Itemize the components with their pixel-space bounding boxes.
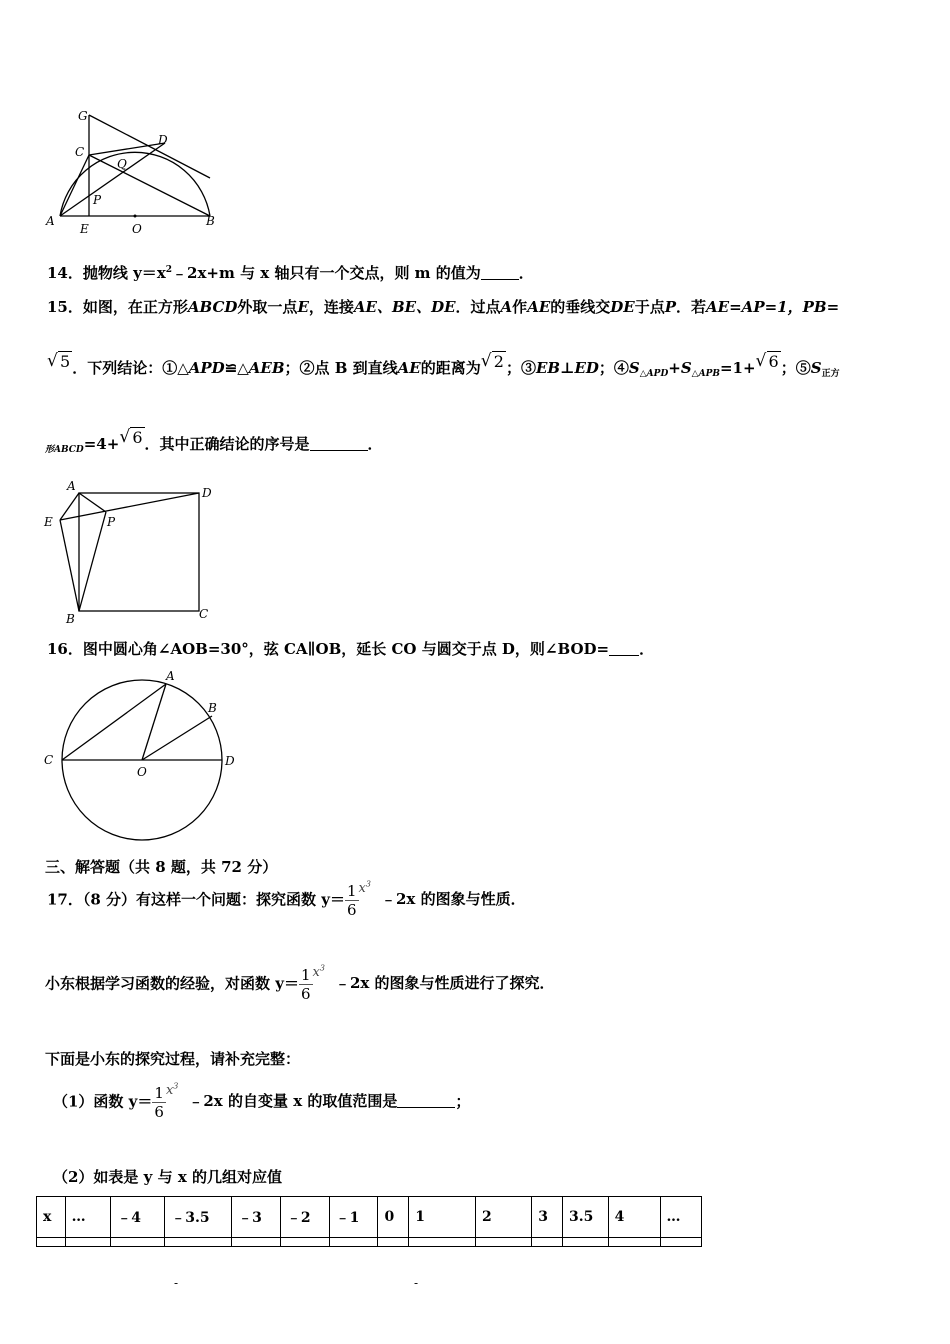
q15-text-a: 15．如图，在正方形	[47, 298, 188, 316]
q15-ebed: EB⊥ED	[535, 359, 599, 377]
sqrt-6b: √ 6	[119, 427, 143, 447]
question-15-line3	[45, 428, 383, 455]
q15-line3-eq: =4+	[83, 435, 120, 453]
label-c: C	[75, 145, 85, 159]
q15-s3-sub: 正方	[821, 369, 840, 379]
sqrt-5: √ 5	[47, 351, 71, 371]
q17-answer-blank[interactable]	[397, 1093, 455, 1108]
q15-text-d: ．过点	[455, 298, 501, 316]
q14-prefix: 14．抛物线 y＝x	[47, 264, 166, 282]
label-c2: C	[199, 607, 209, 621]
q16-answer-blank[interactable]	[609, 641, 639, 656]
sqrt-2: √ 2	[480, 351, 504, 371]
table-cell	[37, 1238, 66, 1247]
label-a2: A	[67, 479, 76, 493]
table-cell: 2	[476, 1197, 532, 1238]
q14-suffix: ﹣2x+m 与 x 轴只有一个交点，则 m 的值为	[172, 264, 481, 282]
table-row	[37, 1238, 702, 1247]
section-heading: 三、解答题（共 8 题，共 72 分）	[45, 858, 278, 876]
figure-circle	[40, 668, 245, 848]
q15-line2-f: ；⑤	[780, 359, 811, 377]
table-cell: 3.5	[562, 1197, 608, 1238]
q15-s1-sub: △APD	[639, 369, 669, 379]
label-d: D	[158, 133, 168, 147]
label-p2: P	[107, 515, 116, 529]
x-cubed-2: $x^3$	[312, 964, 325, 981]
question-16	[47, 638, 654, 659]
label-o3: O	[137, 765, 147, 779]
table-cell	[329, 1238, 378, 1247]
q15-answer-blank[interactable]	[310, 436, 368, 451]
label-e2: E	[44, 515, 53, 529]
q15-condition: AE=AP=1，PB=	[706, 298, 840, 316]
q15-line3-sub: 形ABCD	[45, 445, 84, 455]
q14-end: ．	[518, 264, 534, 282]
q15-apd: APD	[188, 359, 225, 377]
question-17-p3	[53, 1082, 470, 1121]
table-cell	[65, 1238, 111, 1247]
q16-end: ．	[639, 640, 655, 658]
table-cell	[280, 1238, 329, 1247]
dash-mark-1: -	[174, 1276, 179, 1290]
q15-s3: S	[810, 359, 822, 377]
q15-ae-be-de: AE、BE、DE	[353, 298, 456, 316]
table-cell: ﹣3	[232, 1197, 281, 1238]
dash-mark-2: -	[414, 1276, 419, 1290]
table-row	[37, 1197, 702, 1238]
table-cell: …	[65, 1197, 111, 1238]
table-cell: 0	[378, 1197, 409, 1238]
question-17-p2: 下面是小东的探究过程，请补充完整：	[45, 1050, 301, 1068]
q17-p3-end: ；	[455, 1092, 471, 1111]
q15-plus: +	[668, 359, 681, 377]
label-a3: A	[166, 669, 175, 683]
label-b: B	[206, 214, 215, 228]
question-17-p1	[45, 964, 555, 1003]
label-p: P	[93, 193, 102, 207]
table-cell: ﹣2	[280, 1197, 329, 1238]
table-cell: x	[37, 1197, 66, 1238]
x-cubed: $x^3$	[358, 880, 371, 897]
q15-s1: S	[628, 359, 640, 377]
table-cell: 1	[409, 1197, 476, 1238]
table-cell: 4	[608, 1197, 660, 1238]
q15-text-g: 于点	[634, 298, 665, 316]
label-d2: D	[202, 486, 212, 500]
table-cell: ﹣4	[111, 1197, 165, 1238]
q15-line2-b: ；②点 B 到直线	[284, 359, 398, 377]
q15-eq1: =1+	[719, 359, 756, 377]
q15-aeb: AEB	[248, 359, 285, 377]
q17-p1-a: 小东根据学习函数的经验，对函数 y＝	[45, 974, 299, 993]
q15-text-b: 外取一点	[237, 298, 298, 316]
q15-s2-sub: △APB	[691, 369, 720, 379]
table-cell	[608, 1238, 660, 1247]
table-cell	[476, 1238, 532, 1247]
q14-answer-blank[interactable]	[481, 265, 519, 280]
figure-square	[40, 476, 225, 626]
q14-exponent: 2	[165, 265, 173, 275]
q17-head-b: ﹣2x 的图象与性质．	[380, 890, 526, 909]
q15-a: A	[500, 298, 513, 316]
q15-line3-end: ．其中正确结论的序号是	[144, 435, 310, 453]
table-cell	[532, 1238, 563, 1247]
q17-p3-b: ﹣2x 的自变量 x 的取值范围是	[188, 1092, 398, 1111]
q15-s2: S	[680, 359, 692, 377]
table-cell	[562, 1238, 608, 1247]
q15-de: DE	[610, 298, 635, 316]
figure-semicircle	[40, 105, 230, 240]
label-b3: B	[208, 701, 217, 715]
q15-line2-a: ．下列结论：①△	[72, 359, 189, 377]
q15-cong: ≌△	[224, 359, 249, 377]
sqrt-6a: √ 6	[755, 351, 779, 371]
fraction-one-sixth: $\frac{1}{6}$	[346, 881, 357, 919]
q16-text: 16．图中圆心角∠AOB=30°，弦 CA∥OB，延长 CO 与圆交于点 D，则∠BOD=	[47, 640, 610, 658]
fraction-one-sixth-2: $\frac{1}{6}$	[300, 965, 311, 1003]
values-table	[36, 1196, 702, 1247]
q15-p: P	[664, 298, 677, 316]
label-c3: C	[44, 753, 54, 767]
q17-head-a: 17．（8 分）有这样一个问题：探究函数 y＝	[47, 890, 345, 909]
x-cubed-3: $x^3$	[165, 1082, 179, 1099]
table-cell	[660, 1238, 701, 1247]
q15-line2-d: ；③	[505, 359, 536, 377]
question-17-p4: （2）如表是 y 与 x 的几组对应值	[53, 1168, 282, 1186]
q15-abcd: ABCD	[187, 298, 238, 316]
label-b2: B	[66, 612, 75, 626]
label-d3: D	[225, 754, 235, 768]
question-15-line1	[47, 296, 839, 317]
q15-e: E	[297, 298, 309, 316]
label-a: A	[46, 214, 55, 228]
q15-text-h: ．若	[676, 298, 707, 316]
q15-text-e: 作	[512, 298, 528, 316]
label-g: G	[78, 109, 88, 123]
label-e: E	[80, 222, 89, 236]
q17-p3-a: （1）函数 y＝	[53, 1092, 153, 1111]
table-cell: ﹣1	[329, 1197, 378, 1238]
table-cell: ﹣3.5	[165, 1197, 232, 1238]
q15-line2-e: ；④	[598, 359, 629, 377]
table-cell	[378, 1238, 409, 1247]
table-cell	[409, 1238, 476, 1247]
q15-line2-c: 的距离为	[420, 359, 481, 377]
q15-ae: AE	[527, 298, 551, 316]
label-o: O	[132, 222, 142, 236]
question-15-line2	[47, 352, 840, 379]
label-q: Q	[117, 157, 127, 171]
question-14	[47, 262, 534, 283]
table-cell	[165, 1238, 232, 1247]
table-cell: 3	[532, 1197, 563, 1238]
q15-line3-stop: ．	[367, 435, 383, 453]
q15-text-c: ，连接	[308, 298, 354, 316]
question-17-head	[47, 880, 526, 919]
q15-ae2: AE	[397, 359, 421, 377]
table-cell	[232, 1238, 281, 1247]
q17-p1-b: ﹣2x 的图象与性质进行了探究．	[334, 974, 555, 993]
table-cell: …	[660, 1197, 701, 1238]
fraction-one-sixth-3: $\frac{1}{6}$	[154, 1083, 164, 1121]
q15-text-f: 的垂线交	[550, 298, 611, 316]
table-cell	[111, 1238, 165, 1247]
